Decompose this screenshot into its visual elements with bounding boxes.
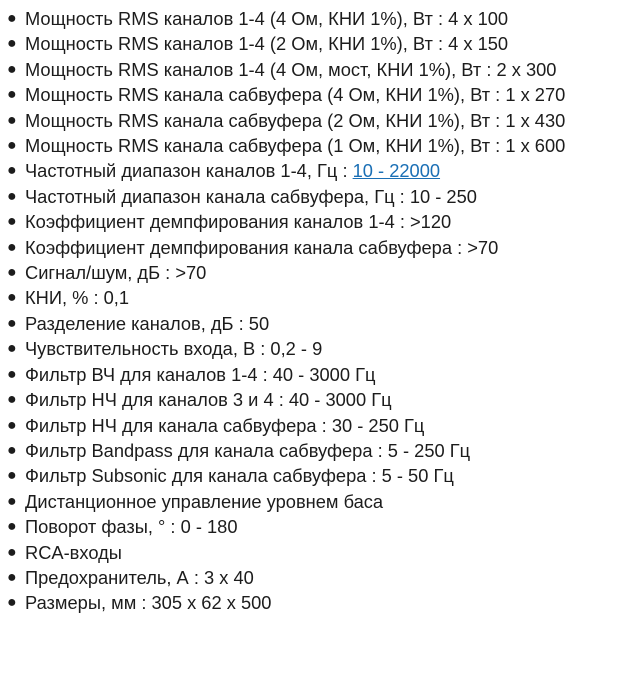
spec-item (6, 6, 610, 31)
spec-item (6, 133, 610, 158)
spec-text: Чувствительность входа, В : 0,2 - 9 (25, 338, 323, 360)
spec-text: Коэффициент демпфирования каналов 1-4 : >120 (25, 211, 452, 233)
spec-item (6, 514, 610, 539)
spec-text: Частотный диапазон канала сабвуфера, Гц : 10 - 250 (25, 185, 477, 207)
bullet-icon: ● (7, 543, 17, 561)
spec-text: Мощность RMS канала сабвуфера (4 Ом, КНИ 1%), Вт : 1 x 270 (25, 84, 566, 106)
spec-item (6, 336, 610, 361)
spec-item (6, 184, 610, 209)
bullet-icon: ● (7, 518, 17, 536)
bullet-icon: ● (7, 111, 17, 129)
spec-item (6, 565, 610, 590)
spec-text: Фильтр Subsonic для канала сабвуфера : 5 - 50 Гц (25, 465, 454, 487)
spec-item (6, 387, 610, 412)
bullet-icon: ● (7, 365, 17, 383)
bullet-icon: ● (7, 314, 17, 332)
spec-item (6, 438, 610, 463)
spec-text: Частотный диапазон каналов 1-4, Гц : (25, 160, 353, 182)
spec-item (6, 311, 610, 336)
spec-text: Мощность RMS каналов 1-4 (4 Ом, КНИ 1%), Вт : 4 x 100 (25, 8, 509, 29)
spec-item (6, 285, 610, 310)
spec-text: Мощность RMS каналов 1-4 (2 Ом, КНИ 1%), Вт : 4 x 150 (25, 33, 509, 55)
bullet-icon: ● (7, 137, 17, 155)
spec-text: Мощность RMS каналов 1-4 (4 Ом, мост, КНИ 1%), Вт : 2 x 300 (25, 58, 557, 80)
spec-text: Поворот фазы, ° : 0 - 180 (25, 516, 238, 538)
spec-text: Фильтр Bandpass для канала сабвуфера : 5 - 250 Гц (25, 439, 471, 461)
bullet-icon: ● (7, 416, 17, 434)
bullet-icon: ● (7, 467, 17, 485)
bullet-icon: ● (7, 594, 17, 612)
spec-item (6, 108, 610, 133)
frequency-range-link[interactable]: 10 - 22000 (352, 160, 441, 182)
bullet-icon: ● (7, 187, 17, 205)
spec-text: КНИ, % : 0,1 (25, 287, 130, 309)
spec-item (6, 31, 610, 56)
spec-text: Размеры, мм : 305 x 62 x 500 (25, 592, 272, 614)
bullet-icon: ● (7, 60, 17, 78)
spec-text: Дистанционное управление уровнем баса (25, 490, 384, 512)
spec-item (6, 82, 610, 107)
bullet-icon: ● (7, 10, 17, 27)
spec-text: Коэффициент демпфирования канала сабвуфера : >70 (25, 236, 499, 258)
bullet-icon: ● (7, 340, 17, 358)
spec-item (6, 540, 610, 565)
spec-text: RCA-входы (25, 541, 122, 563)
bullet-icon: ● (7, 264, 17, 282)
spec-item (6, 209, 610, 234)
spec-item (6, 362, 610, 387)
bullet-icon: ● (7, 213, 17, 231)
bullet-icon: ● (7, 492, 17, 510)
spec-item (6, 235, 610, 260)
spec-item (6, 489, 610, 514)
bullet-icon: ● (7, 35, 17, 53)
spec-item (6, 57, 610, 82)
bullet-icon: ● (7, 391, 17, 409)
spec-text: Фильтр НЧ для каналов 3 и 4 : 40 - 3000 Гц (25, 389, 392, 411)
bullet-icon: ● (7, 289, 17, 307)
spec-text: Фильтр НЧ для канала сабвуфера : 30 - 250 Гц (25, 414, 425, 436)
spec-item (6, 463, 610, 488)
spec-text: Разделение каналов, дБ : 50 (25, 312, 270, 334)
bullet-icon: ● (7, 86, 17, 104)
bullet-icon: ● (7, 238, 17, 256)
spec-text: Предохранитель, А : 3 x 40 (25, 566, 254, 588)
spec-item (6, 260, 610, 285)
bullet-icon: ● (7, 162, 17, 180)
spec-item (6, 590, 610, 615)
spec-item (6, 158, 610, 183)
spec-item (6, 413, 610, 438)
spec-text: Мощность RMS канала сабвуфера (1 Ом, КНИ 1%), Вт : 1 x 600 (25, 135, 566, 157)
bullet-icon: ● (7, 568, 17, 586)
spec-text: Мощность RMS канала сабвуфера (2 Ом, КНИ 1%), Вт : 1 x 430 (25, 109, 566, 131)
bullet-icon: ● (7, 441, 17, 459)
spec-text: Фильтр ВЧ для каналов 1-4 : 40 - 3000 Гц (25, 363, 376, 385)
spec-text: Сигнал/шум, дБ : >70 (25, 262, 207, 284)
